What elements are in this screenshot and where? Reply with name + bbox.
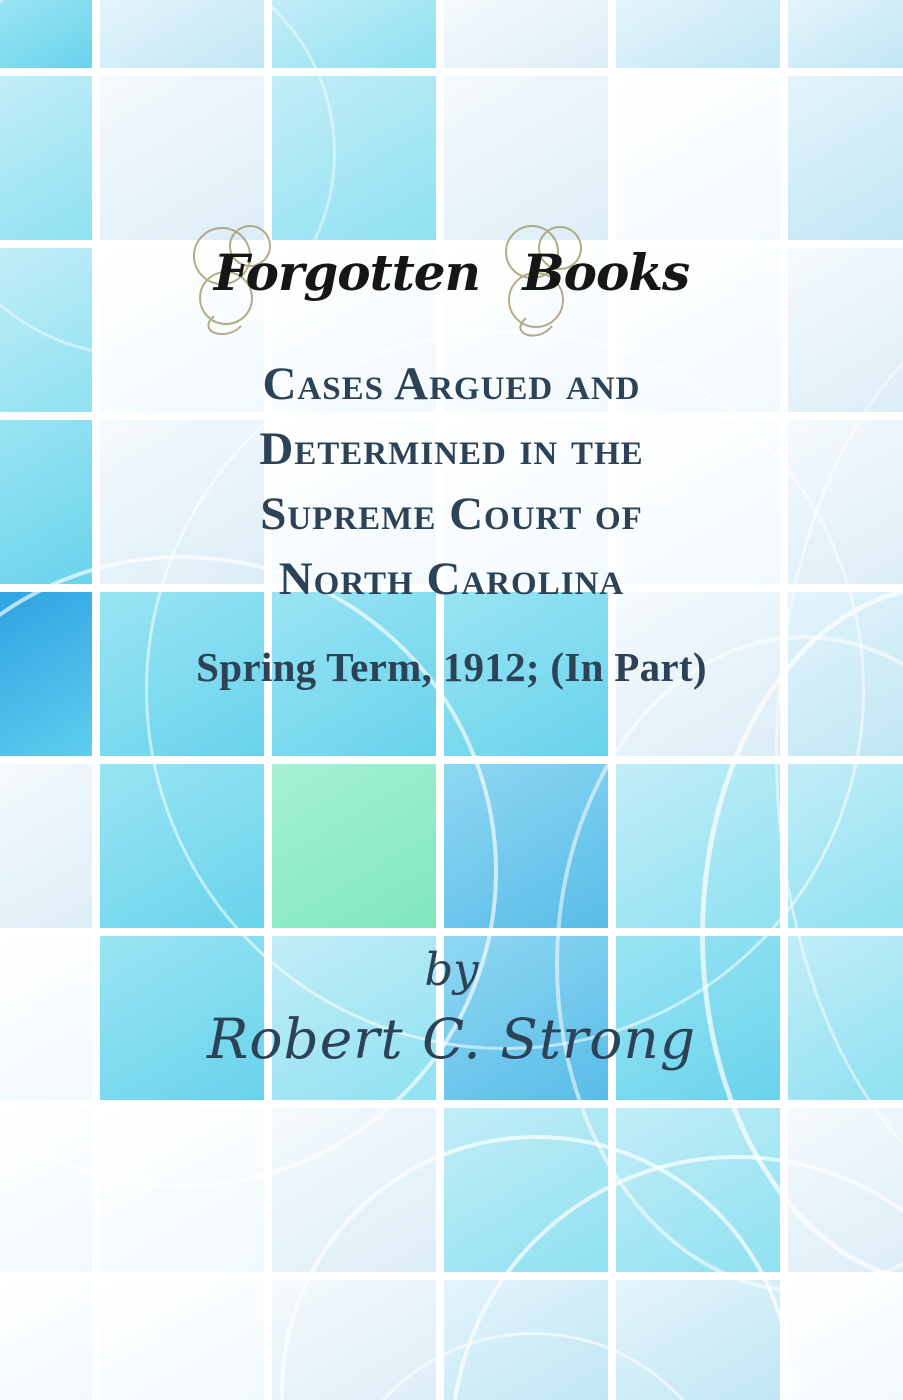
logo-word-forgotten <box>214 242 480 304</box>
book-title <box>0 352 903 612</box>
logo-text-books: Books <box>522 243 690 302</box>
author-name: Robert C. Strong <box>206 1007 697 1071</box>
title-line-3: Supreme Court of <box>260 488 643 540</box>
forgotten-books-logo <box>0 242 903 304</box>
title-line-2: Determined in the <box>259 423 644 475</box>
logo-word-books <box>522 242 689 304</box>
title-line-4: North Carolina <box>278 553 625 605</box>
byline: by <box>424 943 479 996</box>
logo-text-forgotten: Forgotten <box>213 243 480 302</box>
title-line-1: Cases Argued and <box>262 358 641 410</box>
book-subtitle: Spring Term, 1912; (In Part) <box>196 644 707 690</box>
